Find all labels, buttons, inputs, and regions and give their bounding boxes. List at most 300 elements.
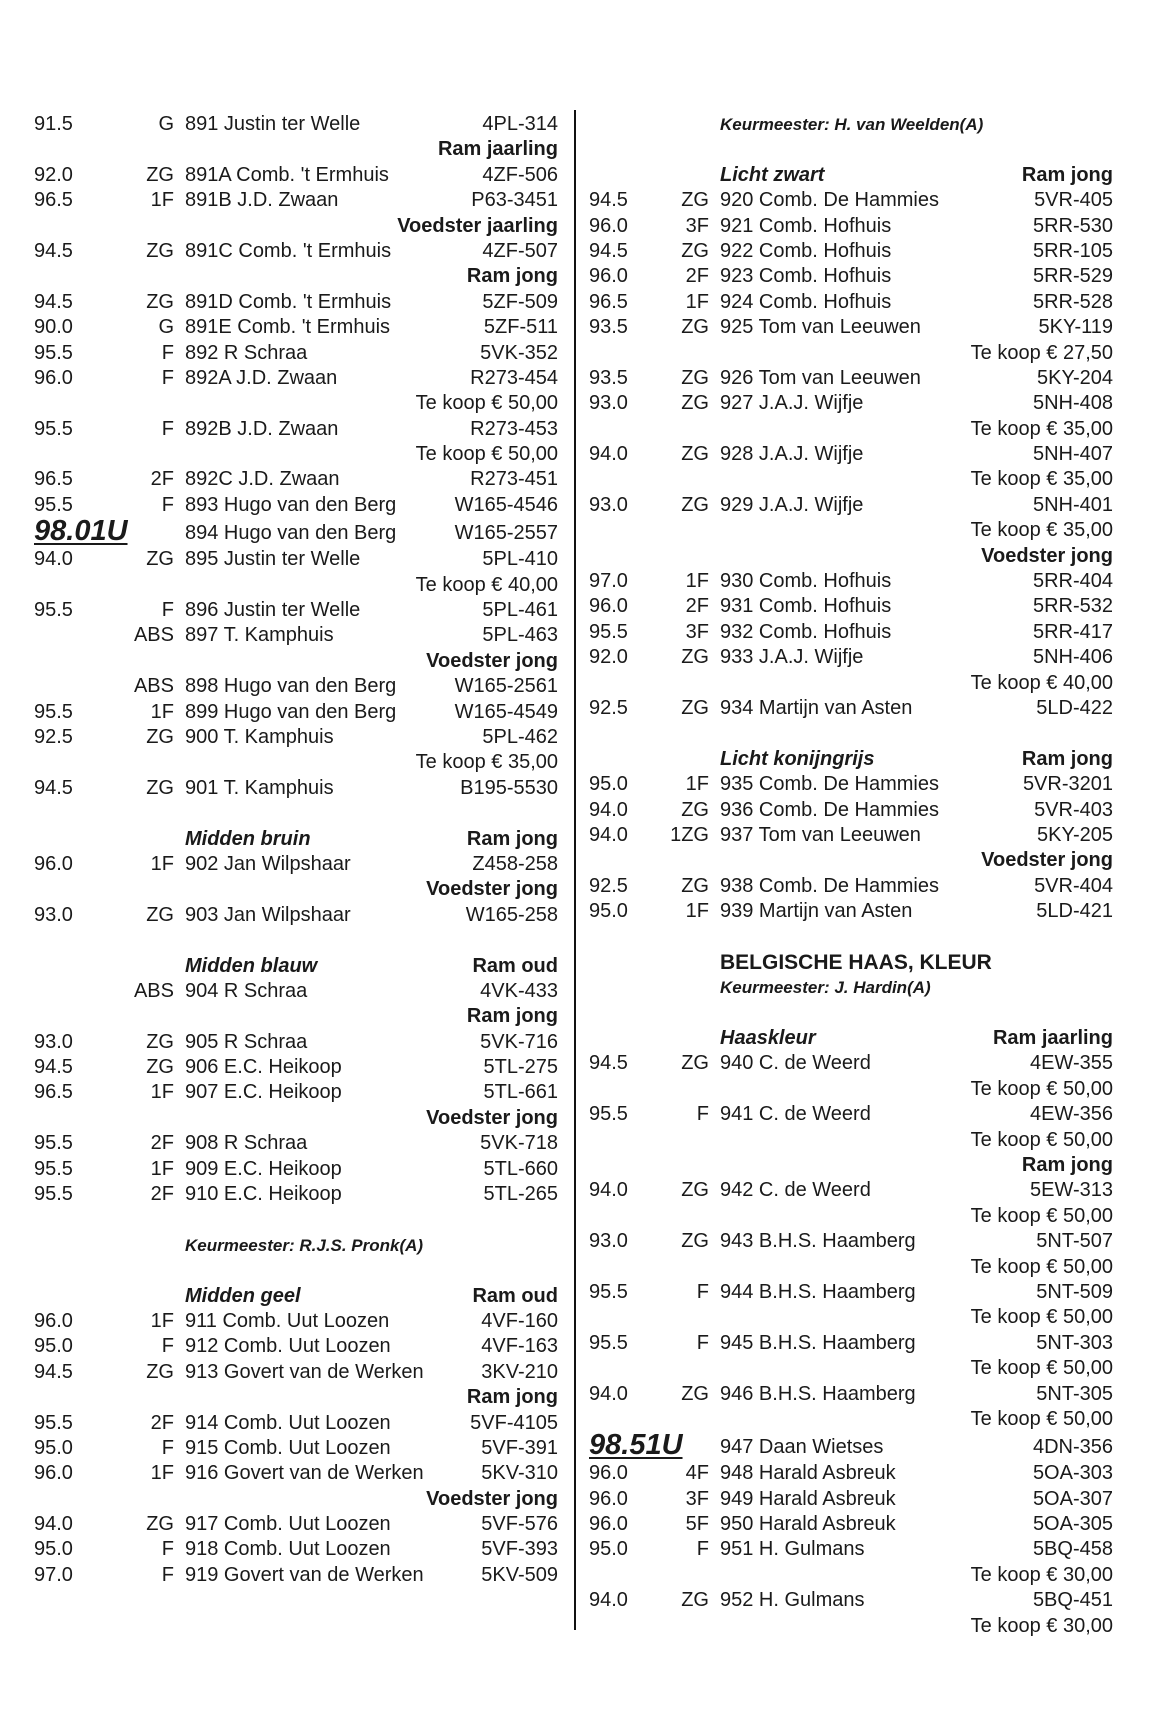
- entry-row: [34, 1411, 558, 1436]
- entry-row: [589, 696, 1113, 721]
- entry-row: [34, 623, 558, 648]
- ring-number: 5TL-275: [483, 1056, 558, 1079]
- judge-row: [589, 975, 1113, 1000]
- predicate: 3F: [685, 1487, 709, 1510]
- ring-number: 5VK-352: [480, 341, 558, 364]
- entry-row: [34, 547, 558, 572]
- score: 94.5: [589, 189, 628, 212]
- blank-line: [589, 1001, 1113, 1026]
- predicate: G: [158, 113, 174, 135]
- class-label: Voedster jong: [426, 1487, 558, 1510]
- for-sale-row: [589, 1305, 1113, 1330]
- score: 96.0: [589, 265, 628, 288]
- entry-number-exhibitor: 904 R Schraa: [185, 979, 308, 1002]
- entry-number-exhibitor: 950 Harald Asbreuk: [720, 1513, 896, 1536]
- predicate: F: [161, 1335, 174, 1358]
- ring-number: 5RR-105: [1032, 239, 1113, 262]
- score: 95.5: [34, 1132, 73, 1155]
- ring-number: 5KY-119: [1038, 316, 1113, 339]
- entry-row: [589, 188, 1113, 213]
- entry-row: [34, 674, 558, 699]
- predicate: ZG: [146, 1030, 174, 1053]
- entry-row: [34, 366, 558, 391]
- entry-row: [589, 1178, 1113, 1203]
- score: 92.0: [34, 163, 73, 186]
- entry-row: [589, 239, 1113, 264]
- score: 96.0: [34, 1309, 73, 1332]
- entry-row: [589, 1461, 1113, 1486]
- entry-row: [589, 315, 1113, 340]
- predicate: 2F: [150, 1183, 174, 1206]
- entry-number-exhibitor: 905 R Schraa: [185, 1030, 308, 1053]
- predicate: ZG: [146, 725, 174, 748]
- ring-number: W165-258: [465, 903, 558, 926]
- entry-row: [589, 366, 1113, 391]
- ring-number: 5VR-3201: [1022, 773, 1113, 796]
- predicate: F: [161, 1538, 174, 1561]
- entry-row: [589, 594, 1113, 619]
- predicate: ZG: [146, 239, 174, 262]
- class-heading: [34, 877, 558, 902]
- score: 95.0: [589, 1538, 628, 1561]
- ring-number: 5KV-310: [481, 1462, 558, 1485]
- ring-number: 5TL-660: [483, 1157, 558, 1180]
- entry-number-exhibitor: 892C J.D. Zwaan: [185, 468, 340, 491]
- breed-name: BELGISCHE HAAS, KLEUR: [720, 950, 992, 974]
- predicate: 2F: [685, 265, 709, 288]
- for-sale-row: [589, 1204, 1113, 1229]
- for-sale-row: [589, 1128, 1113, 1153]
- ring-number: R273-454: [470, 366, 558, 389]
- entry-number-exhibitor: 911 Comb. Uut Loozen: [185, 1309, 390, 1332]
- entry-row: [34, 1055, 558, 1080]
- score: 95.0: [34, 1436, 73, 1459]
- ring-number: 4EW-356: [1029, 1103, 1113, 1126]
- entry-number-exhibitor: 912 Comb. Uut Loozen: [185, 1335, 391, 1358]
- entry-row: [589, 1331, 1113, 1356]
- ring-number: 3KV-210: [481, 1360, 558, 1383]
- class-heading: [34, 1487, 558, 1512]
- class-label: Ram jong: [466, 265, 558, 288]
- predicate: 1F: [685, 900, 709, 923]
- entry-row: [34, 1461, 558, 1486]
- entry-number-exhibitor: 920 Comb. De Hammies: [720, 189, 939, 212]
- ring-number: 5VR-405: [1034, 189, 1113, 212]
- ring-number: 5TL-265: [483, 1183, 558, 1206]
- entry-number-exhibitor: 914 Comb. Uut Loozen: [185, 1411, 391, 1434]
- score: 93.5: [589, 366, 628, 389]
- entry-row: [34, 1563, 558, 1588]
- class-label: Voedster jong: [426, 649, 558, 672]
- entry-row: [34, 1080, 558, 1105]
- predicate: ZG: [681, 646, 709, 669]
- predicate: 1F: [150, 1081, 174, 1104]
- score: 91.5: [34, 113, 73, 135]
- entry-number-exhibitor: 891E Comb. 't Ermhuis: [185, 316, 391, 339]
- class-label: Voedster jong: [426, 878, 558, 901]
- predicate: ZG: [681, 239, 709, 262]
- predicate: ZG: [146, 776, 174, 799]
- entry-number-exhibitor: 943 B.H.S. Haamberg: [720, 1230, 916, 1253]
- entry-row: [34, 467, 558, 492]
- score: 93.0: [34, 1030, 73, 1053]
- color-label: Midden blauw: [185, 954, 318, 977]
- class-heading: [34, 649, 558, 674]
- color-label: Licht konijngrijs: [720, 747, 875, 770]
- predicate: ZG: [681, 696, 709, 719]
- predicate: 1F: [150, 1309, 174, 1332]
- for-sale-row: [589, 518, 1113, 543]
- entry-row: [589, 1382, 1113, 1407]
- entry-row: [589, 391, 1113, 416]
- ring-number: 5KY-204: [1037, 366, 1113, 389]
- score: 94.0: [589, 798, 628, 821]
- class-heading: [589, 848, 1113, 873]
- judge-name: Keurmeester: H. van Weelden(A): [720, 115, 984, 134]
- entry-number-exhibitor: 936 Comb. De Hammies: [720, 798, 939, 821]
- predicate: 1F: [685, 773, 709, 796]
- class-label: Ram jong: [1021, 163, 1113, 186]
- score: 95.5: [34, 599, 73, 622]
- ring-number: 5BQ-451: [1032, 1589, 1113, 1612]
- score: 95.5: [34, 417, 73, 440]
- color-heading: [589, 747, 1113, 772]
- predicate: F: [161, 1436, 174, 1459]
- entry-number-exhibitor: 918 Comb. Uut Loozen: [185, 1538, 391, 1561]
- score: 96.0: [34, 852, 73, 875]
- class-label: Voedster jong: [981, 849, 1113, 872]
- score: 94.0: [589, 823, 628, 846]
- for-sale-price: Te koop € 50,00: [970, 1255, 1113, 1278]
- predicate: ZG: [146, 290, 174, 313]
- entry-number-exhibitor: 893 Hugo van den Berg: [185, 493, 397, 516]
- top-score: 98.01U: [34, 515, 128, 548]
- entry-number-exhibitor: 891 Justin ter Welle: [185, 113, 361, 135]
- score: 93.0: [589, 493, 628, 516]
- score: 93.0: [589, 1230, 628, 1253]
- entry-number-exhibitor: 948 Harald Asbreuk: [720, 1462, 896, 1485]
- entry-row: [34, 163, 558, 188]
- entry-number-exhibitor: 892 R Schraa: [185, 341, 308, 364]
- blank-line: [34, 801, 558, 826]
- predicate: F: [696, 1103, 709, 1126]
- score: 95.0: [34, 1538, 73, 1561]
- score: 94.5: [34, 776, 73, 799]
- entry-row: [34, 188, 558, 213]
- predicate: 1F: [150, 189, 174, 212]
- score: 92.5: [34, 725, 73, 748]
- for-sale-price: Te koop € 35,00: [415, 751, 558, 774]
- score: 92.0: [589, 646, 628, 669]
- score: 94.5: [34, 1360, 73, 1383]
- score: 95.5: [34, 700, 73, 723]
- for-sale-row: [34, 442, 558, 467]
- top-entry-row: [589, 1429, 1113, 1462]
- predicate: ABS: [133, 979, 174, 1002]
- color-heading: [34, 954, 558, 979]
- entry-number-exhibitor: 913 Govert van de Werken: [185, 1360, 424, 1383]
- score: 92.5: [589, 696, 628, 719]
- for-sale-row: [589, 467, 1113, 492]
- ring-number: Z458-258: [472, 852, 558, 875]
- entry-number-exhibitor: 945 B.H.S. Haamberg: [720, 1331, 916, 1354]
- entry-row: [34, 1157, 558, 1182]
- entry-row: [589, 1588, 1113, 1613]
- entry-number-exhibitor: 916 Govert van de Werken: [185, 1462, 424, 1485]
- for-sale-price: Te koop € 50,00: [970, 1204, 1113, 1227]
- ring-number: 4EW-355: [1029, 1052, 1113, 1075]
- entry-number-exhibitor: 952 H. Gulmans: [720, 1589, 865, 1612]
- for-sale-price: Te koop € 50,00: [970, 1077, 1113, 1100]
- predicate: ZG: [681, 798, 709, 821]
- for-sale-price: Te koop € 50,00: [415, 443, 558, 466]
- entry-number-exhibitor: 919 Govert van de Werken: [185, 1563, 424, 1586]
- predicate: F: [696, 1280, 709, 1303]
- predicate: 3F: [685, 214, 709, 237]
- ring-number: 5VF-393: [481, 1538, 558, 1561]
- entry-row: [34, 598, 558, 623]
- ring-number: 5NT-303: [1036, 1331, 1113, 1354]
- ring-number: 5KY-205: [1037, 823, 1113, 846]
- entry-row: [34, 290, 558, 315]
- score: 94.0: [34, 1513, 73, 1536]
- predicate: ZG: [681, 392, 709, 415]
- entry-row: [589, 645, 1113, 670]
- entry-row: [34, 852, 558, 877]
- entry-row: [589, 899, 1113, 924]
- class-heading: [589, 1153, 1113, 1178]
- score: 95.5: [589, 620, 628, 643]
- score: 95.0: [589, 773, 628, 796]
- color-label: Midden bruin: [185, 827, 311, 850]
- ring-number: 5RR-529: [1032, 265, 1113, 288]
- predicate: ZG: [146, 1513, 174, 1536]
- score: 95.5: [589, 1103, 628, 1126]
- entry-row: [589, 772, 1113, 797]
- score: 94.0: [589, 1589, 628, 1612]
- predicate: 1F: [150, 1462, 174, 1485]
- entry-number-exhibitor: 891D Comb. 't Ermhuis: [185, 290, 392, 313]
- entry-number-exhibitor: 949 Harald Asbreuk: [720, 1487, 896, 1510]
- class-label: Ram jong: [466, 1005, 558, 1028]
- predicate: F: [161, 493, 174, 516]
- score: 96.5: [34, 468, 73, 491]
- class-heading: [589, 544, 1113, 569]
- predicate: F: [161, 417, 174, 440]
- column-divider: [574, 110, 576, 1630]
- ring-number: B195-5530: [460, 776, 558, 799]
- entry-number-exhibitor: 924 Comb. Hofhuis: [720, 290, 892, 313]
- ring-number: 5PL-410: [482, 548, 558, 571]
- predicate: 2F: [150, 1132, 174, 1155]
- predicate: ZG: [681, 874, 709, 897]
- entry-row: [34, 341, 558, 366]
- ring-number: 4ZF-507: [482, 239, 558, 262]
- entry-number-exhibitor: 934 Martijn van Asten: [720, 696, 913, 719]
- predicate: F: [161, 366, 174, 389]
- score: 92.5: [589, 874, 628, 897]
- for-sale-row: [589, 1614, 1113, 1639]
- entry-row: [589, 493, 1113, 518]
- judge-row: [34, 1233, 558, 1258]
- entry-row: [589, 1487, 1113, 1512]
- entry-number-exhibitor: 901 T. Kamphuis: [185, 776, 334, 799]
- ring-number: 5RR-532: [1032, 595, 1113, 618]
- class-label: Ram jong: [466, 1386, 558, 1409]
- predicate: 3F: [685, 620, 709, 643]
- entry-number-exhibitor: 891B J.D. Zwaan: [185, 189, 339, 212]
- ring-number: 5OA-303: [1032, 1462, 1113, 1485]
- score: 97.0: [589, 570, 628, 593]
- for-sale-price: Te koop € 50,00: [970, 1357, 1113, 1380]
- entry-row: [34, 239, 558, 264]
- score: 95.5: [34, 1411, 73, 1434]
- for-sale-row: [589, 417, 1113, 442]
- entry-row: [589, 1229, 1113, 1254]
- for-sale-price: Te koop € 40,00: [970, 671, 1113, 694]
- class-heading: [34, 264, 558, 289]
- predicate: ZG: [681, 366, 709, 389]
- color-heading: [589, 163, 1113, 188]
- ring-number: 5LD-421: [1036, 900, 1113, 923]
- predicate: 2F: [150, 1411, 174, 1434]
- color-heading: [589, 1026, 1113, 1051]
- ring-number: 5OA-305: [1032, 1513, 1113, 1536]
- for-sale-row: [34, 391, 558, 416]
- predicate: 4F: [685, 1462, 709, 1485]
- for-sale-row: [589, 1563, 1113, 1588]
- score: 95.0: [589, 900, 628, 923]
- entry-number-exhibitor: 933 J.A.J. Wijfje: [720, 646, 864, 669]
- entry-number-exhibitor: 938 Comb. De Hammies: [720, 874, 939, 897]
- class-label: Voedster jong: [426, 1106, 558, 1129]
- score: 96.0: [589, 1487, 628, 1510]
- entry-row: [589, 214, 1113, 239]
- blank-line: [34, 1207, 558, 1232]
- entry-row: [34, 112, 558, 137]
- entry-row: [589, 264, 1113, 289]
- ring-number: 4VK-433: [480, 979, 558, 1002]
- predicate: 1F: [150, 852, 174, 875]
- predicate: ZG: [146, 548, 174, 571]
- judge-name: Keurmeester: J. Hardin(A): [720, 978, 931, 998]
- entry-number-exhibitor: 942 C. de Weerd: [720, 1179, 871, 1202]
- color-heading: [34, 827, 558, 852]
- score: 95.5: [34, 341, 73, 364]
- for-sale-price: Te koop € 50,00: [970, 1306, 1113, 1329]
- entry-number-exhibitor: 931 Comb. Hofhuis: [720, 595, 892, 618]
- entry-row: [34, 1512, 558, 1537]
- for-sale-price: Te koop € 30,00: [970, 1614, 1113, 1637]
- ring-number: 5RR-404: [1032, 570, 1113, 593]
- score: 93.0: [589, 392, 628, 415]
- ring-number: 5VF-391: [481, 1436, 558, 1459]
- ring-number: 5VF-4105: [470, 1411, 558, 1434]
- entry-row: [589, 1051, 1113, 1076]
- score: 95.5: [34, 493, 73, 516]
- predicate: ZG: [681, 316, 709, 339]
- score: 96.0: [589, 1462, 628, 1485]
- ring-number: 4ZF-506: [482, 163, 558, 186]
- entry-row: [589, 1280, 1113, 1305]
- predicate: 1F: [685, 570, 709, 593]
- entry-row: [589, 874, 1113, 899]
- entry-row: [34, 1030, 558, 1055]
- for-sale-row: [589, 1356, 1113, 1381]
- ring-number: 5LD-422: [1036, 696, 1113, 719]
- entry-number-exhibitor: 935 Comb. De Hammies: [720, 773, 939, 796]
- class-label: Ram jong: [1021, 747, 1113, 770]
- predicate: F: [161, 1563, 174, 1586]
- entry-row: [34, 776, 558, 801]
- score: 93.5: [589, 316, 628, 339]
- score: 94.5: [589, 1052, 628, 1075]
- judge-row: [589, 112, 1113, 137]
- entry-row: [589, 798, 1113, 823]
- entry-number-exhibitor: 928 J.A.J. Wijfje: [720, 443, 864, 466]
- predicate: ZG: [146, 903, 174, 926]
- score: 96.5: [34, 1081, 73, 1104]
- entry-number-exhibitor: 897 T. Kamphuis: [185, 624, 334, 647]
- for-sale-price: Te koop € 30,00: [970, 1563, 1113, 1586]
- ring-number: 5OA-307: [1032, 1487, 1113, 1510]
- ring-number: 4DN-356: [1032, 1436, 1113, 1459]
- class-label: Ram jaarling: [437, 138, 558, 161]
- ring-number: 5TL-661: [483, 1081, 558, 1104]
- entry-number-exhibitor: 900 T. Kamphuis: [185, 725, 334, 748]
- class-label: Ram oud: [472, 1284, 558, 1307]
- class-label: Voedster jong: [981, 544, 1113, 567]
- ring-number: 5NH-407: [1032, 443, 1113, 466]
- blank-line: [34, 928, 558, 953]
- predicate: ABS: [133, 624, 174, 647]
- right-column: [589, 112, 1113, 1639]
- ring-number: 5VR-404: [1034, 874, 1113, 897]
- predicate: 1F: [150, 700, 174, 723]
- entry-row: [34, 1182, 558, 1207]
- score: 90.0: [34, 316, 73, 339]
- ring-number: 5VR-403: [1034, 798, 1113, 821]
- entry-number-exhibitor: 937 Tom van Leeuwen: [720, 823, 921, 846]
- entry-row: [589, 823, 1113, 848]
- score: 96.5: [34, 189, 73, 212]
- entry-row: [589, 1537, 1113, 1562]
- entry-number-exhibitor: 947 Daan Wietses: [720, 1436, 884, 1459]
- ring-number: 5NH-401: [1032, 493, 1113, 516]
- ring-number: 5NH-408: [1032, 392, 1113, 415]
- entry-number-exhibitor: 932 Comb. Hofhuis: [720, 620, 892, 643]
- class-label: Ram jong: [1021, 1154, 1113, 1177]
- entry-row: [34, 1309, 558, 1334]
- score: 95.5: [589, 1280, 628, 1303]
- entry-row: [34, 725, 558, 750]
- entry-number-exhibitor: 899 Hugo van den Berg: [185, 700, 397, 723]
- entry-row: [589, 1102, 1113, 1127]
- class-heading: [34, 1106, 558, 1131]
- score: 96.5: [589, 290, 628, 313]
- ring-number: 4VF-163: [481, 1335, 558, 1358]
- for-sale-price: Te koop € 50,00: [970, 1407, 1113, 1430]
- for-sale-price: Te koop € 40,00: [415, 573, 558, 596]
- ring-number: 5RR-528: [1032, 290, 1113, 313]
- predicate: 1F: [685, 290, 709, 313]
- score: 94.0: [589, 1179, 628, 1202]
- entry-number-exhibitor: 929 J.A.J. Wijfje: [720, 493, 864, 516]
- ring-number: 5VK-716: [480, 1030, 558, 1053]
- score: 94.5: [589, 239, 628, 262]
- entry-number-exhibitor: 940 C. de Weerd: [720, 1052, 871, 1075]
- entry-row: [34, 903, 558, 928]
